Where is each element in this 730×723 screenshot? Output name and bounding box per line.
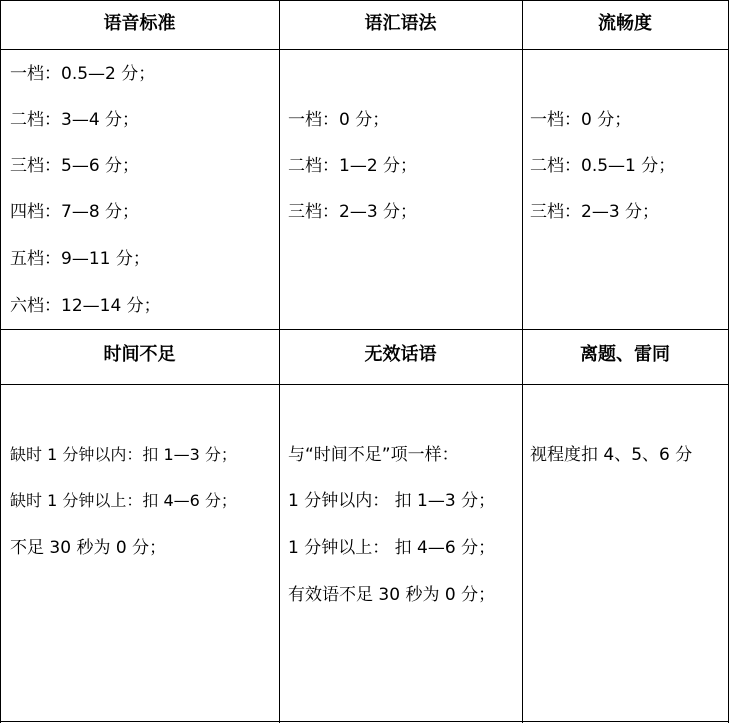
vocab-grammar-level-2: 二档：1—2 分；: [288, 156, 418, 176]
cell-invalid-speech-rules: [279, 384, 522, 721]
off-topic-rule-1: 视程度扣 4、5、6 分: [530, 445, 693, 465]
header-cell-fluency: [522, 0, 728, 49]
pronunciation-level-1: 一档：0.5—2 分；: [10, 64, 156, 84]
time-short-rule-3: 不足 30 秒为 0 分；: [10, 538, 167, 558]
header-invalid-speech: 无效话语: [364, 344, 437, 365]
table-border-bottom: [0, 721, 729, 722]
vocab-grammar-level-1: 一档：0 分；: [288, 110, 390, 130]
cell-vocab-grammar-levels: [279, 49, 522, 329]
cell-time-short-rules: [0, 384, 279, 721]
fluency-level-2: 二档：0.5—1 分；: [530, 156, 676, 176]
header-off-topic: 离题、雷同: [580, 344, 670, 365]
pronunciation-level-3: 三档：5—6 分；: [10, 156, 140, 176]
header-fluency: 流畅度: [598, 13, 652, 34]
cell-off-topic-rules: [522, 384, 728, 721]
invalid-speech-rule-3: 1 分钟以上： 扣 4—6 分；: [288, 538, 496, 558]
time-short-rule-1: 缺时 1 分钟以内：扣 1—3 分；: [10, 445, 237, 464]
header-cell-time-short: [0, 329, 279, 384]
time-short-rule-2: 缺时 1 分钟以上：扣 4—6 分；: [10, 491, 237, 510]
fluency-level-1: 一档：0 分；: [530, 110, 632, 130]
invalid-speech-rule-4: 有效语不足 30 秒为 0 分；: [288, 585, 496, 605]
table-border-right: [728, 0, 729, 723]
vocab-grammar-level-3: 三档：2—3 分；: [288, 202, 418, 222]
invalid-speech-rule-2: 1 分钟以内： 扣 1—3 分；: [288, 491, 496, 511]
pronunciation-level-6: 六档：12—14 分；: [10, 296, 161, 316]
pronunciation-level-2: 二档：3—4 分；: [10, 110, 140, 130]
invalid-speech-rule-1: 与“时间不足”项一样：: [288, 445, 459, 465]
pronunciation-level-5: 五档：9—11 分；: [10, 249, 150, 269]
header-time-short: 时间不足: [103, 344, 176, 365]
header-cell-vocab-grammar: [279, 0, 522, 49]
header-cell-invalid-speech: [279, 329, 522, 384]
header-vocab-grammar: 语汇语法: [364, 13, 437, 34]
cell-pronunciation-levels: [0, 49, 279, 329]
fluency-level-3: 三档：2—3 分；: [530, 202, 660, 222]
header-cell-off-topic: [522, 329, 728, 384]
pronunciation-level-4: 四档：7—8 分；: [10, 202, 140, 222]
header-pronunciation: 语音标准: [103, 13, 176, 34]
header-cell-pronunciation: [0, 0, 279, 49]
cell-fluency-levels: [522, 49, 728, 329]
